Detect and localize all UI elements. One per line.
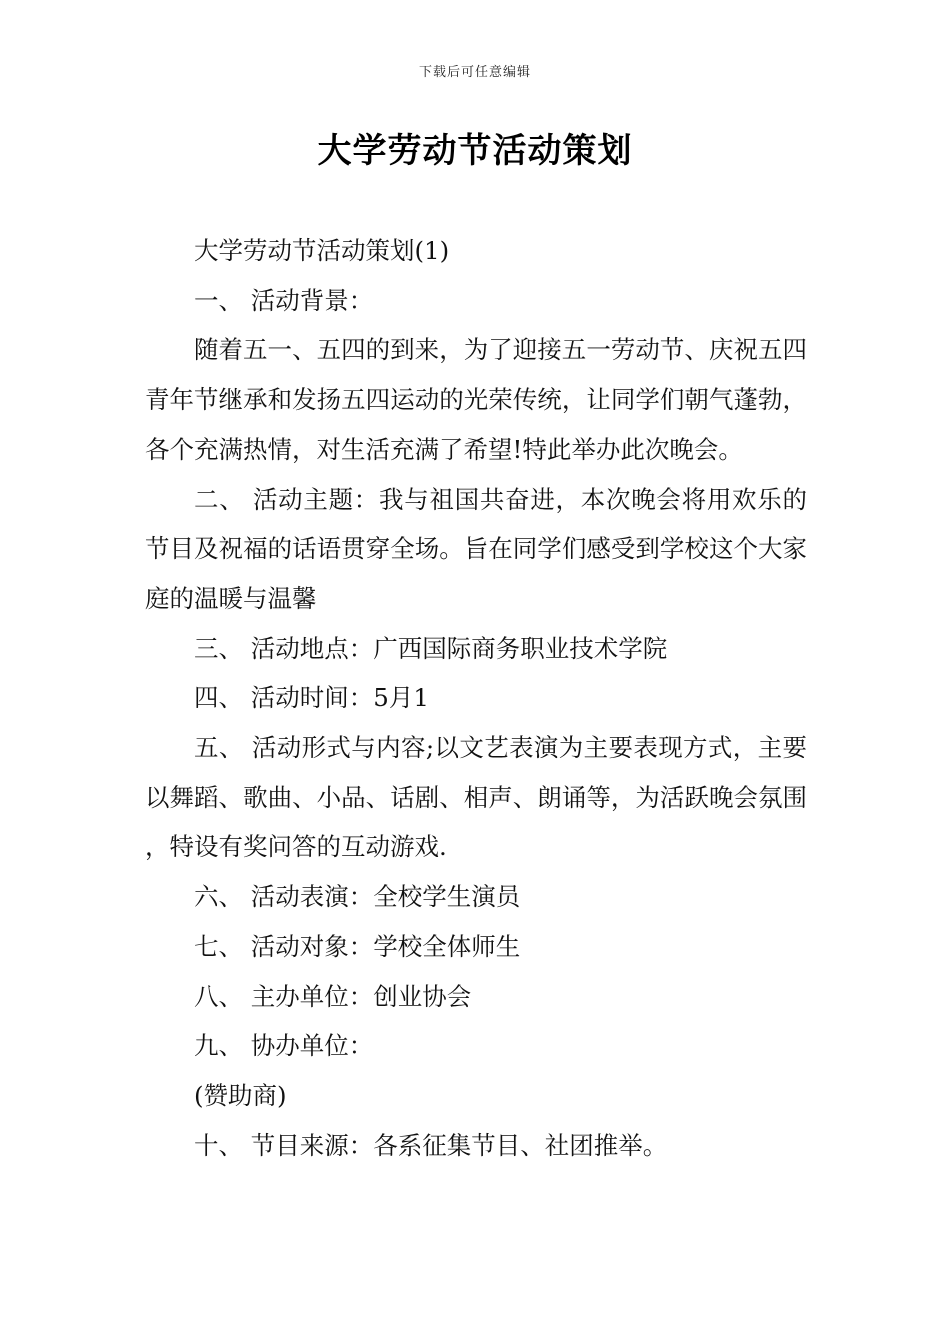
- document-body: [145, 226, 807, 1170]
- paragraph-theme: 二、 活动主题：我与祖国共奋进，本次晚会将用欢乐的节目及祝福的话语贯穿全场。旨在同学们感受到学校这个大家庭的温暖与温馨: [145, 484, 807, 613]
- paragraph-section-1-heading: 一、 活动背景：: [194, 285, 374, 315]
- paragraph-format: 五、 活动形式与内容;以文艺表演为主要表现方式，主要以舞蹈、歌曲、小品、话剧、相声、朗诵等，为活跃晚会氛围，特设有奖问答的互动游戏.: [145, 733, 807, 862]
- paragraph-host: 八、 主办单位：创业协会: [194, 981, 472, 1011]
- paragraph-location: 三、 活动地点：广西国际商务职业技术学院: [194, 633, 668, 663]
- paragraph-subtitle: 大学劳动节活动策划(1): [194, 236, 450, 265]
- header-note: 下载后可任意编辑: [418, 65, 531, 80]
- document-title: 大学劳动节活动策划: [317, 131, 633, 171]
- paragraph-sponsor: (赞助商): [194, 1080, 287, 1110]
- paragraph-performers: 六、 活动表演：全校学生演员: [194, 882, 521, 912]
- paragraph-time: 四、 活动时间：5月1: [194, 683, 429, 713]
- paragraph-background: 随着五一、五四的到来，为了迎接五一劳动节、庆祝五四青年节继承和发扬五四运动的光荣传统，让同学们朝气蓬勃，各个充满热情，对生活充满了希望!特此举办此次晚会。: [145, 335, 807, 464]
- paragraph-co-host: 九、 协办单位：: [194, 1031, 374, 1061]
- paragraph-audience: 七、 活动对象：学校全体师生: [194, 931, 521, 961]
- paragraph-program-source: 十、 节目来源：各系征集节目、社团推举。: [194, 1130, 668, 1160]
